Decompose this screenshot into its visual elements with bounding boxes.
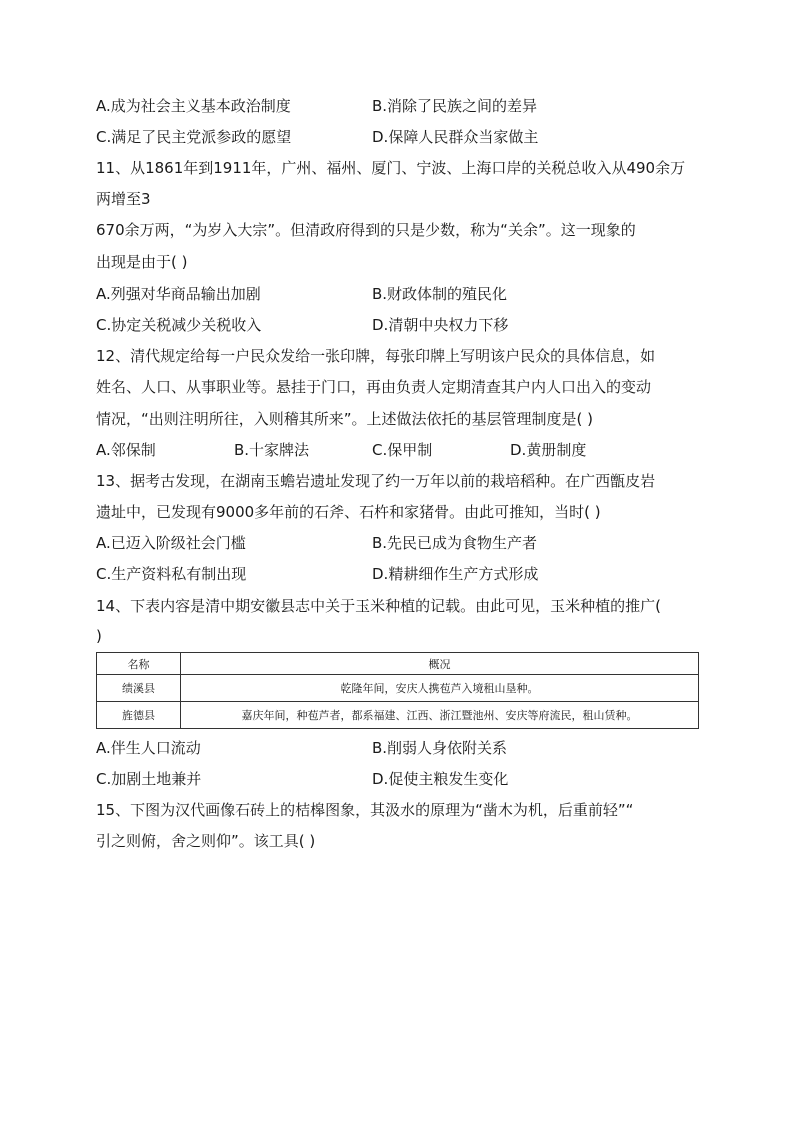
q11-stem-line4: 出现是由于( )	[96, 253, 188, 271]
q14-option-b: B.削弱人身依附关系	[372, 739, 508, 757]
table-cell-county: 绩溪县	[97, 675, 181, 702]
q12-stem-line3: 情况，“出则注明所往，入则稽其所来”。上述做法依托的基层管理制度是( )	[96, 410, 594, 428]
q15-stem-line1: 15、下图为汉代画像石砖上的桔槔图象，其汲水的原理为“凿木为机，后重前轻”“	[96, 801, 634, 819]
q11-option-c: C.协定关税减少关税收入	[96, 316, 262, 334]
q11-stem-line2: 两增至3	[96, 190, 151, 208]
q11-option-a: A.列强对华商品输出加剧	[96, 285, 261, 303]
q12-option-a: A.邻保制	[96, 441, 156, 459]
q15-stem-line2: 引之则俯，舍之则仰”。该工具( )	[96, 832, 316, 850]
q12-option-c: C.保甲制	[372, 441, 433, 459]
q10-option-c: C.满足了民主党派参政的愿望	[96, 128, 292, 146]
q13-option-b: B.先民已成为食物生产者	[372, 534, 538, 552]
q10-option-b: B.消除了民族之间的差异	[372, 97, 538, 115]
table-header-row	[97, 653, 699, 675]
q14-table	[96, 652, 699, 729]
q11-stem-line1: 11、从1861年到1911年，广州、福州、厦门、宁波、上海口岸的关税总收入从490余万	[96, 159, 686, 177]
q11-option-d: D.清朝中央权力下移	[372, 316, 509, 334]
table-header-name: 名称	[97, 653, 181, 675]
q10-option-a: A.成为社会主义基本政治制度	[96, 97, 291, 115]
q13-option-a: A.已迈入阶级社会门槛	[96, 534, 246, 552]
q13-stem-line1: 13、据考古发现，在湖南玉蟾岩遗址发现了约一万年以前的栽培稻种。在广西甑皮岩	[96, 472, 656, 490]
table-row	[97, 702, 699, 729]
table-row	[97, 675, 699, 702]
q13-option-c: C.生产资料私有制出现	[96, 565, 247, 583]
table-header-overview: 概况	[181, 653, 699, 675]
q12-option-b: B.十家牌法	[234, 441, 310, 459]
q12-stem-line1: 12、清代规定给每一户民众发给一张印牌，每张印牌上写明该户民众的具体信息，如	[96, 347, 656, 365]
q10-option-d: D.保障人民群众当家做主	[372, 128, 539, 146]
q14-option-d: D.促使主粮发生变化	[372, 770, 509, 788]
q14-option-c: C.加剧土地兼并	[96, 770, 202, 788]
q11-stem-line3: 670余万两，“为岁入大宗”。但清政府得到的只是少数，称为“关余”。这一现象的	[96, 221, 636, 239]
q11-option-b: B.财政体制的殖民化	[372, 285, 508, 303]
q12-stem-line2: 姓名、人口、从事职业等。悬挂于门口，再由负责人定期清查其户内人口出入的变动	[96, 378, 652, 396]
q12-option-d: D.黄册制度	[510, 441, 587, 459]
table-cell-overview: 乾隆年间，安庆人携苞芦入境租山垦种。	[181, 675, 699, 702]
q13-option-d: D.精耕细作生产方式形成	[372, 565, 539, 583]
q14-option-a: A.伴生人口流动	[96, 739, 201, 757]
q14-stem-line2: )	[96, 627, 102, 645]
table-cell-county: 旌德县	[97, 702, 181, 729]
q13-stem-line2: 遗址中，已发现有9000多年前的石斧、石杵和家猪骨。由此可推知，当时( )	[96, 503, 601, 521]
table-cell-overview: 嘉庆年间，种苞芦者，都系福建、江西、浙江暨池州、安庆等府流民，租山赁种。	[181, 702, 699, 729]
q14-stem-line1: 14、下表内容是清中期安徽县志中关于玉米种植的记载。由此可见，玉米种植的推广(	[96, 597, 661, 615]
